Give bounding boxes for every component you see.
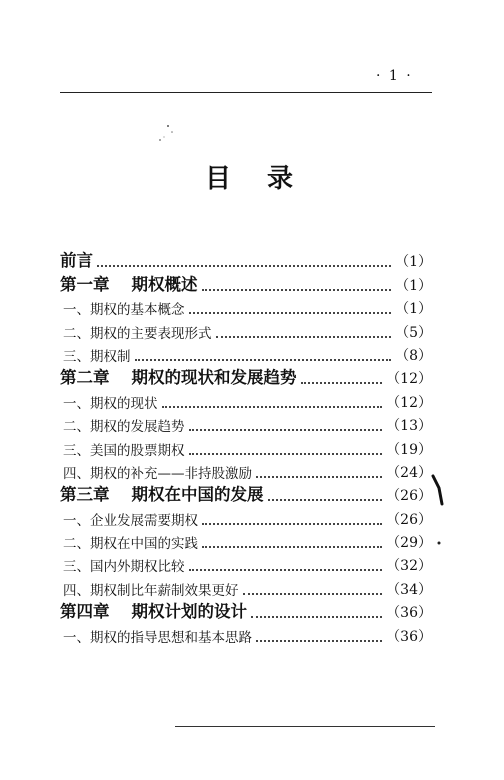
scan-specks <box>146 120 186 150</box>
toc-section-entry <box>60 342 432 365</box>
entry-title: 期权的指导思想和基本思路 <box>90 629 252 646</box>
dot-leader <box>216 335 392 338</box>
toc-section-entry <box>60 552 432 575</box>
entry-label <box>60 364 297 388</box>
dot-leader <box>189 568 383 571</box>
toc-chapter-entry <box>60 365 432 388</box>
entry-page-number: （34） <box>386 581 432 598</box>
entry-label <box>63 532 198 552</box>
entry-label <box>63 345 131 365</box>
entry-page-number: （32） <box>386 558 432 575</box>
entry-page-number: （1） <box>395 301 432 318</box>
entry-label <box>63 509 198 529</box>
entry-title: 期权在中国的实践 <box>90 536 198 553</box>
dot-leader <box>256 475 382 478</box>
entry-title: 期权制比年薪制效果更好 <box>90 582 239 599</box>
toc-chapter-entry <box>60 599 432 622</box>
entry-title: 美国的股票期权 <box>90 442 185 459</box>
page-number: · 1 · <box>376 68 413 84</box>
entry-page-number: （36） <box>386 628 432 645</box>
entry-label <box>60 481 264 505</box>
entry-page-number: （13） <box>386 418 432 435</box>
toc-section-entry <box>60 435 432 458</box>
entry-title: 期权的现状和发展趋势 <box>131 368 297 388</box>
entry-label <box>63 439 185 459</box>
toc-chapter-entry <box>60 482 432 505</box>
dot-leader <box>202 522 382 525</box>
entry-title: 期权的基本概念 <box>90 302 185 319</box>
entry-title: 期权概述 <box>131 274 198 294</box>
toc-section-entry <box>60 529 432 552</box>
entry-page-number: （1） <box>395 254 432 271</box>
toc-section-entry <box>60 505 432 528</box>
table-of-contents <box>60 248 432 646</box>
toc-section-entry <box>60 575 432 598</box>
toc-chapter-entry <box>60 271 432 294</box>
entry-page-number: （24） <box>386 464 432 481</box>
entry-number: 三、 <box>63 442 90 459</box>
dot-leader <box>162 405 383 408</box>
entry-label <box>63 462 252 482</box>
entry-label <box>63 298 185 318</box>
entry-number: 第三章 <box>60 485 110 505</box>
toc-title: 目录 <box>204 164 329 194</box>
entry-number: 一、 <box>63 302 90 319</box>
entry-page-number: （12） <box>386 371 432 388</box>
entry-number: 第一章 <box>60 274 110 294</box>
dot-leader <box>301 381 383 384</box>
entry-page-number: （1） <box>395 277 432 294</box>
entry-number: 第四章 <box>60 602 110 622</box>
entry-number: 一、 <box>63 395 90 412</box>
entry-number: 前言 <box>60 251 93 271</box>
entry-number: 四、 <box>63 582 90 599</box>
toc-section-entry <box>60 295 432 318</box>
entry-title: 期权的主要表现形式 <box>90 325 212 342</box>
entry-page-number: （8） <box>395 347 432 364</box>
entry-label <box>63 626 252 646</box>
dot-leader <box>268 498 383 501</box>
toc-section-entry <box>60 412 432 435</box>
entry-title: 企业发展需要期权 <box>90 512 198 529</box>
entry-page-number: （19） <box>386 441 432 458</box>
footer-rule <box>175 726 435 727</box>
header-rule <box>60 92 432 93</box>
entry-page-number: （36） <box>386 605 432 622</box>
entry-title: 国内外期权比较 <box>90 559 185 576</box>
entry-number: 三、 <box>63 559 90 576</box>
toc-section-entry <box>60 459 432 482</box>
entry-title: 期权的补充——非持股激励 <box>90 465 252 482</box>
entry-title: 期权在中国的发展 <box>131 485 264 505</box>
pen-mark <box>430 474 446 508</box>
dot-leader <box>135 358 392 361</box>
entry-label <box>63 392 158 412</box>
entry-number: 一、 <box>63 629 90 646</box>
entry-label <box>60 598 247 622</box>
entry-number: 二、 <box>63 419 90 436</box>
entry-label <box>60 247 93 271</box>
entry-page-number: （26） <box>386 511 432 528</box>
entry-label <box>63 415 185 435</box>
dot-leader <box>189 428 383 431</box>
entry-number: 二、 <box>63 325 90 342</box>
entry-label <box>60 271 198 295</box>
dot-leader <box>202 288 392 291</box>
entry-title: 期权制 <box>90 348 131 365</box>
entry-page-number: （26） <box>386 488 432 505</box>
entry-label <box>63 555 185 575</box>
scan-dot <box>436 540 442 546</box>
toc-section-entry <box>60 622 432 645</box>
dot-leader <box>189 452 383 455</box>
entry-label <box>63 322 212 342</box>
entry-label <box>63 579 239 599</box>
entry-title: 期权的现状 <box>90 395 158 412</box>
dot-leader <box>189 311 392 314</box>
entry-number: 二、 <box>63 536 90 553</box>
toc-section-entry <box>60 388 432 411</box>
entry-page-number: （5） <box>395 324 432 341</box>
dot-leader <box>251 615 382 618</box>
toc-chapter-entry <box>60 248 432 271</box>
entry-number: 第二章 <box>60 368 110 388</box>
entry-title: 期权计划的设计 <box>131 602 247 622</box>
dot-leader <box>202 545 382 548</box>
entry-page-number: （29） <box>386 535 432 552</box>
entry-title: 期权的发展趋势 <box>90 419 185 436</box>
dot-leader <box>243 592 383 595</box>
entry-number: 四、 <box>63 465 90 482</box>
toc-section-entry <box>60 318 432 341</box>
entry-number: 一、 <box>63 512 90 529</box>
dot-leader <box>97 264 391 267</box>
entry-number: 三、 <box>63 348 90 365</box>
dot-leader <box>256 639 382 642</box>
entry-page-number: （12） <box>386 394 432 411</box>
